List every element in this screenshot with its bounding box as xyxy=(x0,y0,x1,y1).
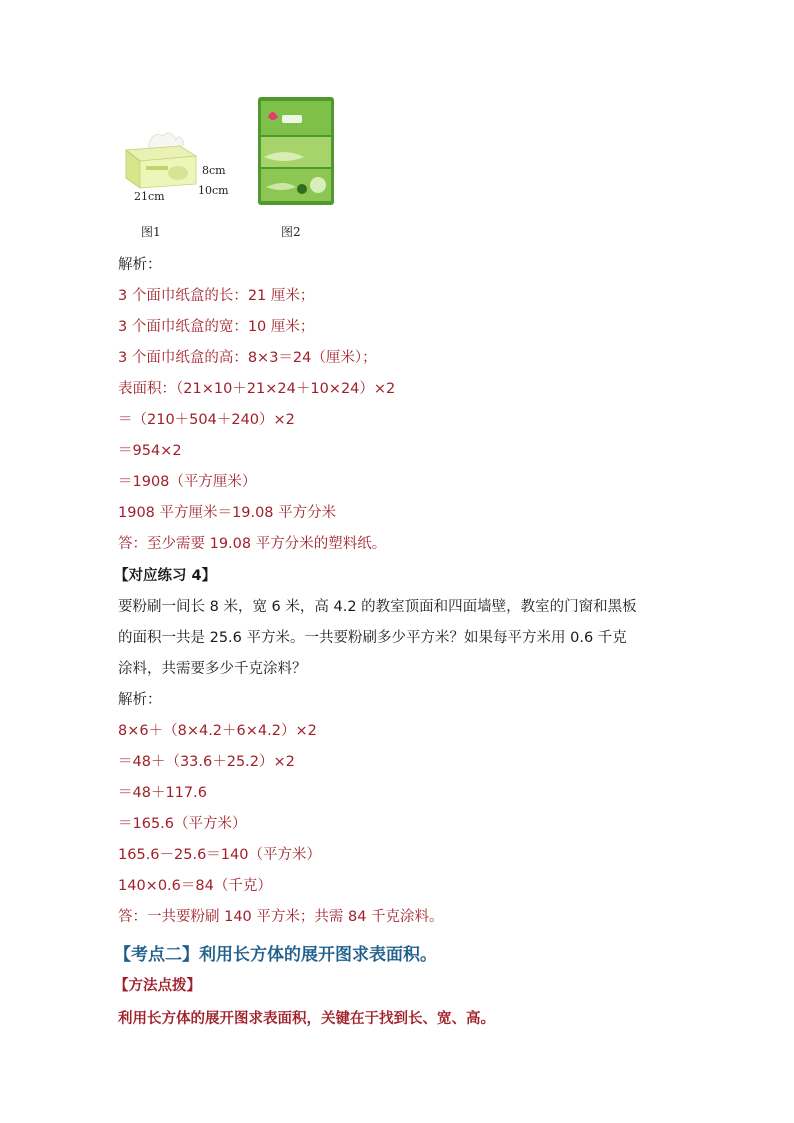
exercise-4-question: 的面积一共是 25.6 平方米。一共要粉刷多少平方米？如果每平方米用 0.6 千克 xyxy=(118,630,627,646)
analysis-2-title: 解析： xyxy=(118,692,162,708)
analysis-2-answer: 答：一共要粉刷 140 平方米；共需 84 千克涂料。 xyxy=(118,909,444,925)
analysis-1-line: ＝954×2 xyxy=(118,443,182,459)
method-text: 利用长方体的展开图求表面积，关键在于找到长、宽、高。 xyxy=(118,1011,495,1027)
figure-2 xyxy=(258,97,334,205)
height-label: 8cm xyxy=(202,164,226,177)
section-2-heading: 【考点二】利用长方体的展开图求表面积。 xyxy=(114,945,437,965)
exercise-4-title: 【对应练习 4】 xyxy=(114,568,217,584)
analysis-1-line: 3 个面巾纸盒的高：8×3＝24（厘米）； xyxy=(118,350,377,366)
analysis-1-line: ＝（210＋504＋240）×2 xyxy=(118,412,295,428)
figure-2-caption: 图2 xyxy=(281,225,301,239)
analysis-2-line: ＝48＋（33.6＋25.2）×2 xyxy=(118,754,295,770)
analysis-2-line: 165.6－25.6＝140（平方米） xyxy=(118,847,321,863)
exercise-4-question: 涂料，共需要多少千克涂料？ xyxy=(118,661,307,677)
analysis-2-line: ＝165.6（平方米） xyxy=(118,816,247,832)
analysis-1-line: 3 个面巾纸盒的宽：10 厘米； xyxy=(118,319,315,335)
analysis-1-line: 1908 平方厘米＝19.08 平方分米 xyxy=(118,505,337,521)
tissue-box-illustration xyxy=(118,128,208,198)
method-title: 【方法点拨】 xyxy=(114,978,201,994)
analysis-2-line: 140×0.6＝84（千克） xyxy=(118,878,272,894)
figure-1 xyxy=(118,128,228,208)
analysis-1-line: 表面积：（21×10＋21×24＋10×24）×2 xyxy=(118,381,396,397)
analysis-1-answer: 答：至少需要 19.08 平方分米的塑料纸。 xyxy=(118,536,387,552)
analysis-2-line: 8×6＋（8×4.2＋6×4.2）×2 xyxy=(118,723,317,739)
figure-1-caption: 图1 xyxy=(141,225,161,239)
width-label: 10cm xyxy=(198,184,229,197)
analysis-2-line: ＝48＋117.6 xyxy=(118,785,207,801)
analysis-1-line: ＝1908（平方厘米） xyxy=(118,474,257,490)
analysis-1-title: 解析： xyxy=(118,257,162,273)
tissue-pack-illustration xyxy=(258,97,334,205)
length-label: 21cm xyxy=(134,190,165,203)
exercise-4-question: 要粉刷一间长 8 米，宽 6 米，高 4.2 的教室顶面和四面墙壁，教室的门窗和黑板 xyxy=(118,599,637,615)
analysis-1-line: 3 个面巾纸盒的长：21 厘米； xyxy=(118,288,315,304)
